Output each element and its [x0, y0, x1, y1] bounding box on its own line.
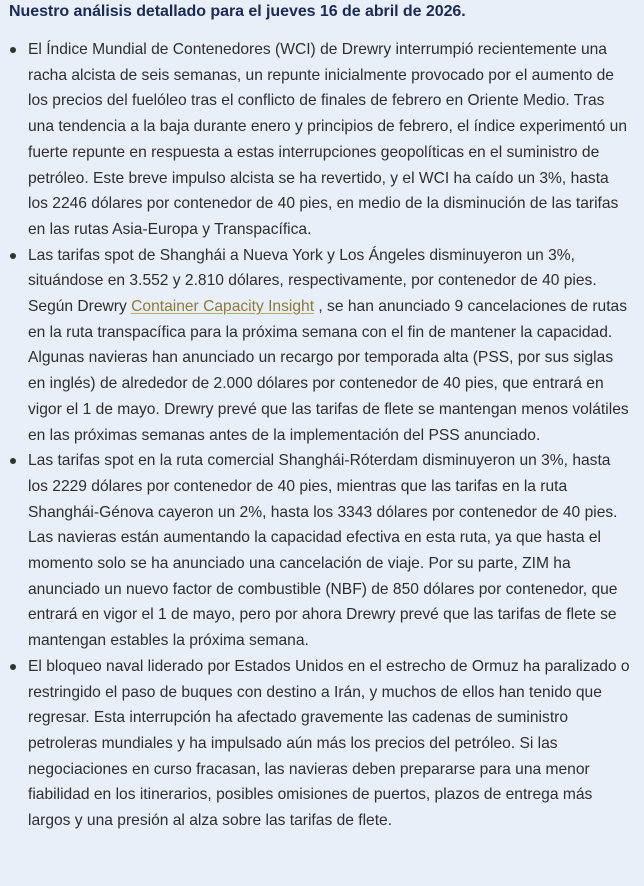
bullet-text-asia-europe: Las tarifas spot en la ruta comercial Shanghái-Róterdam disminuyeron un 3%, hasta los 2229 dólares por contenedor de 40 pies, mientras que las tarifas en la ruta Shanghái-Génova cayeron un 2%, hasta los 3343 dólares por contenedor de 40 pies. Las navieras están aumentando la capacidad efectiva en esta ruta, ya que hasta el momento solo se ha anunciado una cancelación de viaje. Por su parte, ZIM ha anunciado un nuevo factor de combustible (NBF) de 850 dólares por contenedor, que entrará en vigor el 1 de mayo, pero por ahora Drewry prevé que las tarifas de flete se mantengan estables la próxima semana.	[28, 452, 618, 650]
bullet-text-transpacific	[28, 243, 630, 449]
bullet-dot-icon	[10, 458, 16, 464]
bullet-list	[9, 37, 630, 834]
bullet-text-part: , se han anunciado 9 cancelaciones de rutas en la ruta transpacífica para la próxima semana con el fin de mantener la capacidad. Algunas navieras han anunciado un recargo por temporada alta (PSS, por sus siglas en inglés) de alrededor de 2.000 dólares por contenedor de 40 pies, que entrará en vigor el 1 de mayo. Drewry prevé que las tarifas de flete se mantengan menos volátiles en las próximas semanas antes de la implementación del PSS anunciado.	[28, 298, 629, 444]
bullet-dot-icon	[10, 664, 16, 670]
list-item	[9, 654, 630, 834]
bullet-text-part: Las tarifas spot de Shanghái a Nueva York y Los Ángeles disminuyeron un 3%, situándose en 3.552 y 2.810 dólares, respectivamente, por contenedor de 40 pies. Según Drewry	[28, 246, 597, 316]
list-item	[9, 243, 630, 449]
bullet-dot-icon	[10, 47, 16, 53]
bullet-dot-icon	[10, 253, 16, 259]
list-item	[9, 37, 630, 243]
container-capacity-insight-link[interactable]: Container Capacity Insight	[131, 298, 315, 316]
bullet-text-hormuz: El bloqueo naval liderado por Estados Unidos en el estrecho de Ormuz ha paralizado o restringido el paso de buques con destino a Irán, y muchos de ellos han tenido que regresar. Esta interrupción ha afectado gravemente las cadenas de suministro petroleras mundiales y ha impulsado aún más los precios del petróleo. Si las negociaciones en curso fracasan, las navieras deben prepararse para una menor fiabilidad en los itinerarios, posibles omisiones de puertos, plazos de entrega más largos y una presión al alza sobre las tarifas de flete.	[28, 657, 630, 830]
bullet-text-wci: El Índice Mundial de Contenedores (WCI) de Drewry interrumpió recientemente una racha alcista de seis semanas, un repunte inicialmente provocado por el aumento de los precios del fuelóleo tras el conflicto de finales de febrero en Oriente Medio. Tras una tendencia a la baja durante enero y principios de febrero, el índice experimentó un fuerte repunte en respuesta a estas interrupciones geopolíticas en el suministro de petróleo. Este breve impulso alcista se ha revertido, y el WCI ha caído un 3%, hasta los 2246 dólares por contenedor de 40 pies, en medio de la disminución de las tarifas en las rutas Asia-Europa y Transpacífica.	[28, 41, 628, 238]
list-item	[9, 448, 630, 654]
article-heading: Nuestro análisis detallado para el jueves 16 de abril de 2026.	[9, 3, 466, 20]
